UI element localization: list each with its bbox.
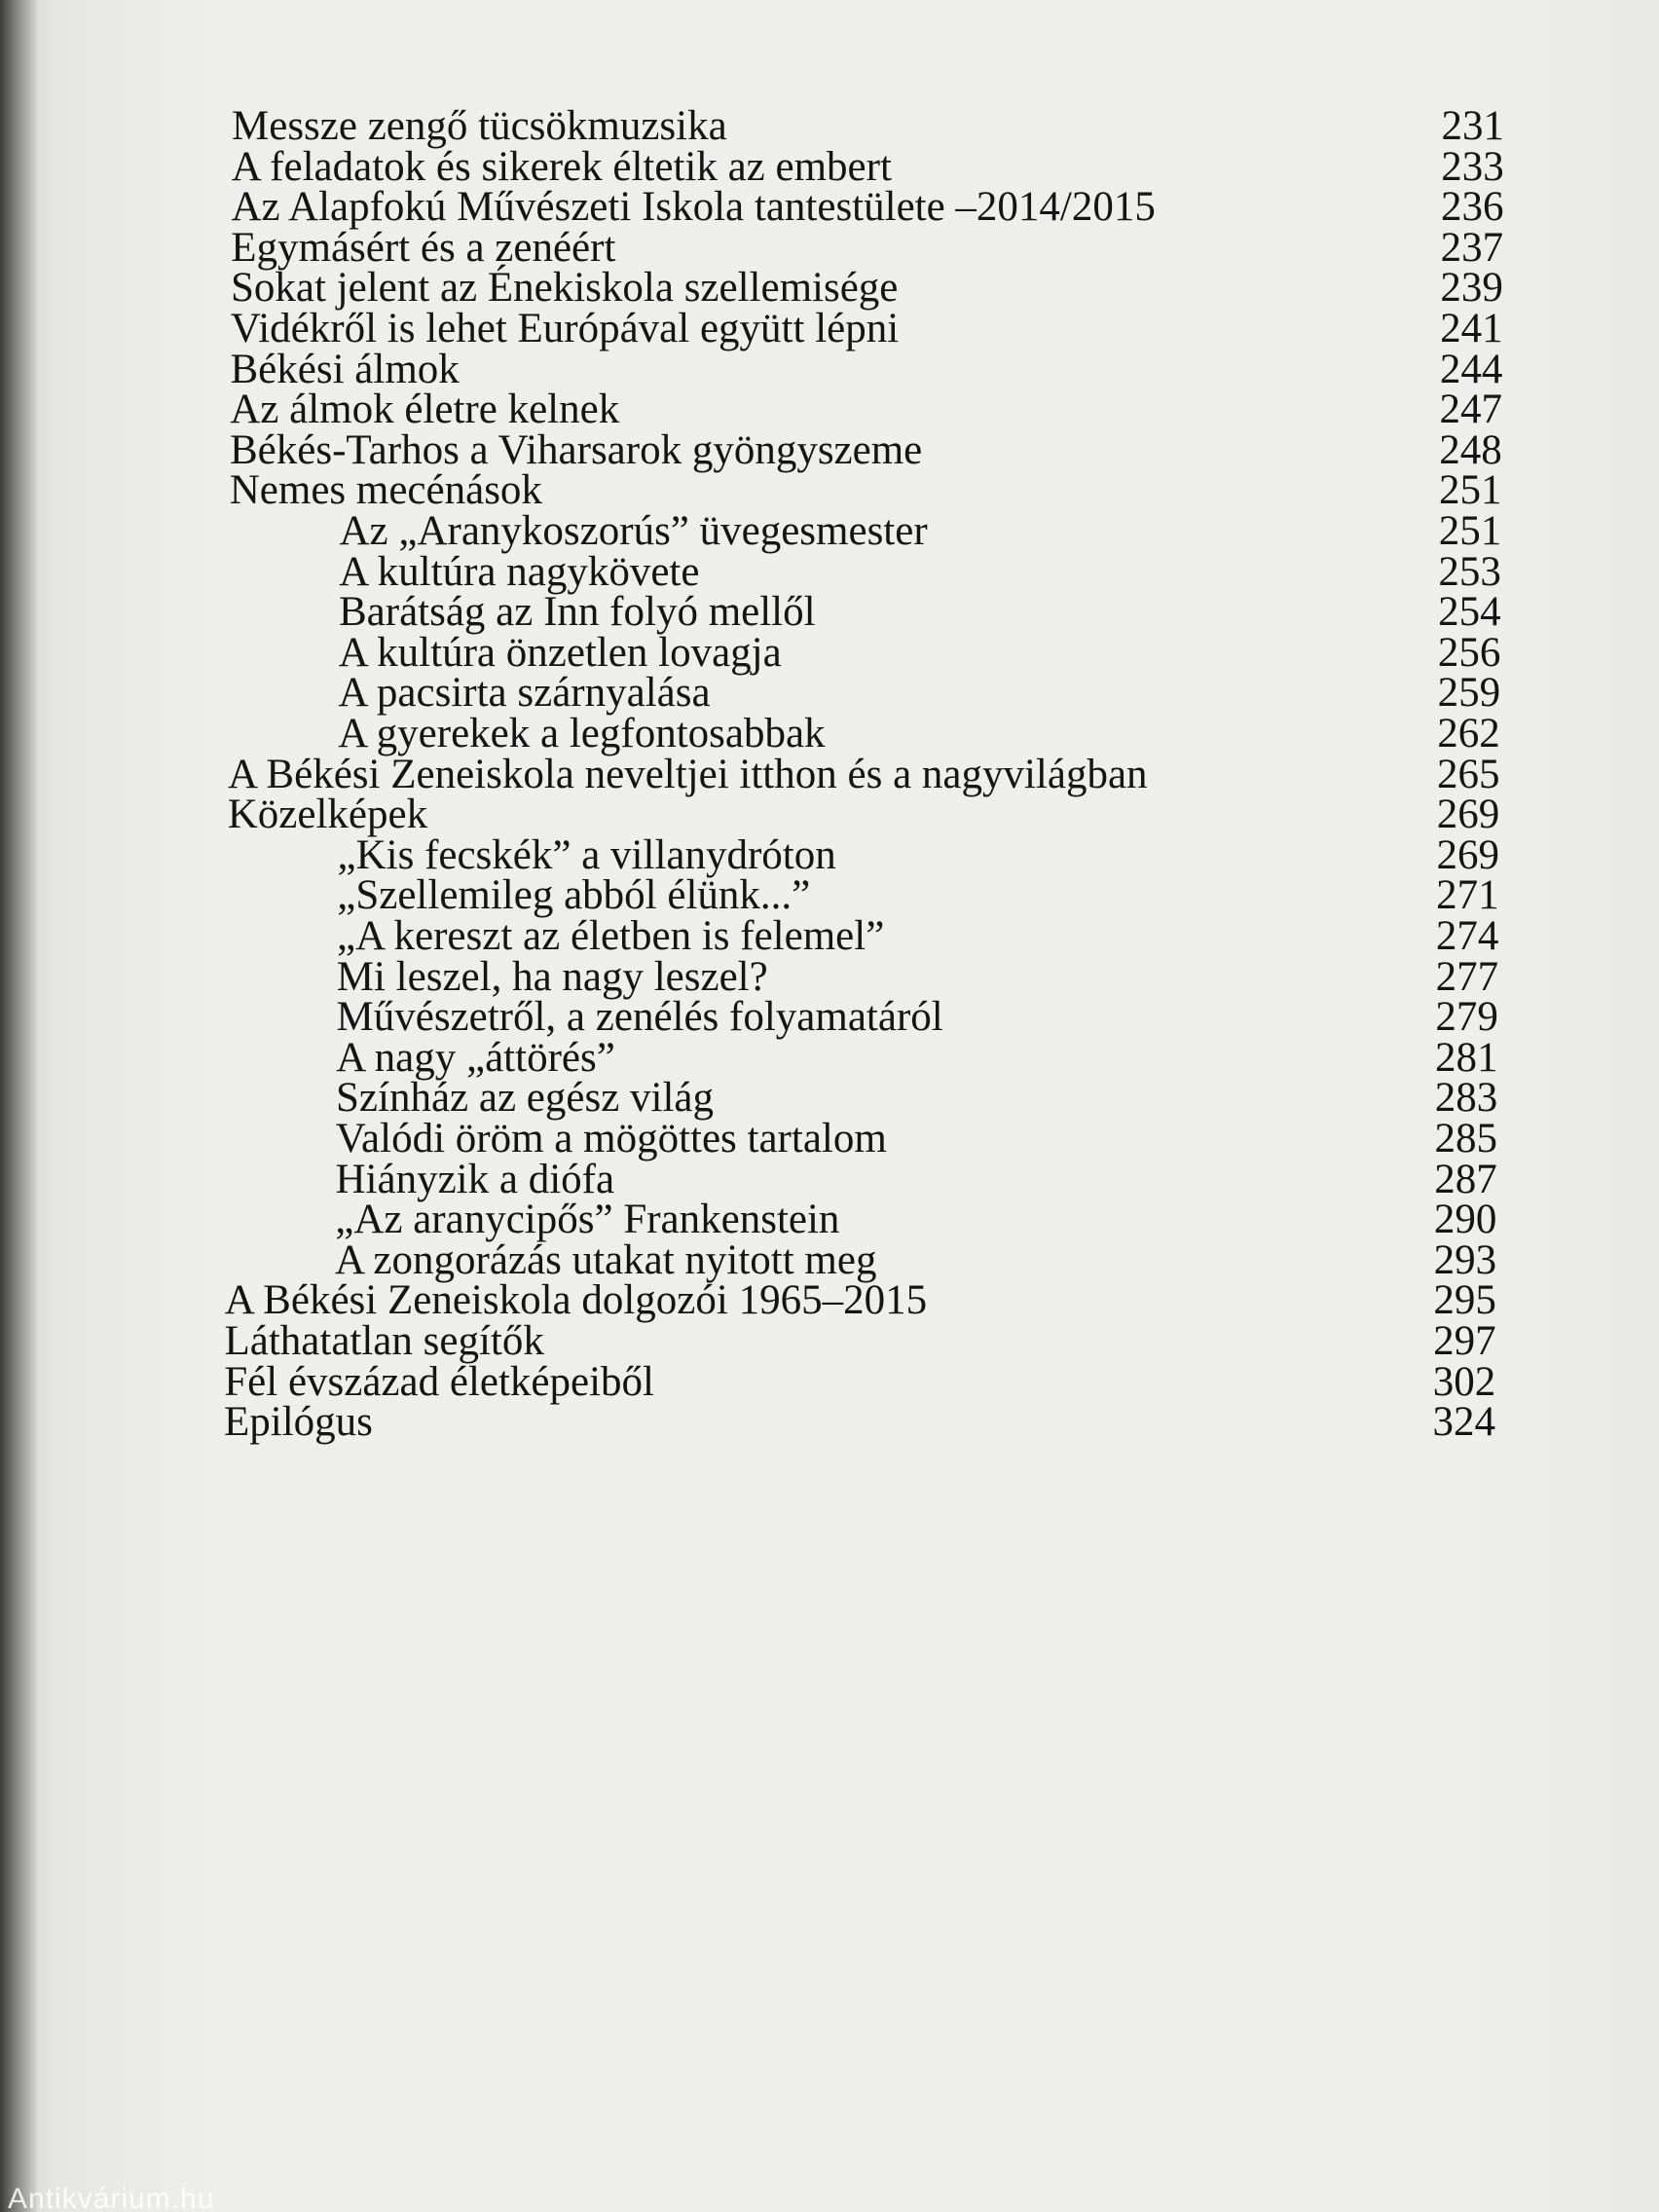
toc-entry-title: A Békési Zeneiskola neveltjei itthon és a nagyvilágban [228, 751, 1148, 797]
toc-entry-title: Az álmok életre kelnek [230, 387, 620, 433]
toc-entry-page-number: 293 [1433, 1236, 1497, 1283]
toc-entry-page-number: 302 [1432, 1358, 1496, 1405]
toc-entry-title: A kultúra önzetlen lovagja [338, 629, 782, 676]
toc-entry-page-number: 277 [1435, 953, 1499, 1000]
toc-entry-title: Láthatatlan segítők [224, 1318, 544, 1364]
toc-entry-page-number: 251 [1438, 508, 1502, 554]
toc-entry-title: A Békési Zeneiskola dolgozói 1965–2015 [224, 1277, 928, 1324]
toc-entry-title: „Az aranycipős” Frankenstein [335, 1197, 840, 1243]
toc-entry-page-number: 271 [1436, 872, 1499, 919]
toc-entry-page-number: 253 [1438, 548, 1501, 595]
toc-entry-title: Messze zengő tücsökmuzsika [232, 103, 727, 149]
toc-entry-page-number: 269 [1436, 792, 1500, 838]
toc-entry-page-number: 233 [1441, 143, 1504, 190]
toc-entry-title: Közelképek [227, 792, 428, 838]
toc-entry-title: Hiányzik a diófa [335, 1156, 615, 1202]
toc-entry-page-number: 279 [1435, 994, 1498, 1041]
toc-entry-page-number: 285 [1434, 1116, 1497, 1161]
toc-entry-page-number: 297 [1433, 1318, 1496, 1364]
toc-entry-title: „Szellemileg abból élünk...” [337, 872, 811, 919]
toc-entry-title: Művészetről, a zenélés folyamatáról [336, 994, 943, 1041]
toc-entry-page-number: 231 [1441, 103, 1504, 149]
watermark: Antikvárium.hu [8, 2187, 215, 2212]
toc-entry-title: Barátság az Inn folyó mellől [339, 589, 816, 636]
toc-entry-page-number: 283 [1434, 1075, 1498, 1122]
toc-entry-page-number: 241 [1440, 306, 1503, 351]
toc-entry-page-number: 251 [1438, 467, 1502, 514]
toc-entry-title: Nemes mecénások [229, 467, 542, 514]
toc-entry-page-number: 265 [1437, 751, 1500, 797]
toc-entry-page-number: 262 [1437, 711, 1500, 756]
toc-entry-page-number: 239 [1440, 265, 1503, 312]
toc-entry-title: „A kereszt az életben is felemel” [337, 913, 885, 959]
toc-entry-page-number: 259 [1437, 670, 1501, 717]
toc-entry-page-number: 247 [1439, 387, 1503, 433]
toc-entry-page-number: 324 [1432, 1399, 1495, 1446]
toc-entry-title: Vidékről is lehet Európával együtt lépni [230, 306, 900, 351]
toc-entry-title: Egymásért és a zenéért [231, 224, 616, 271]
toc-entry-page-number: 281 [1435, 1034, 1498, 1081]
toc-entry-title: Sokat jelent az Énekiskola szellemisége [231, 265, 899, 312]
toc-entry-title: A nagy „áttörés” [336, 1034, 615, 1081]
toc-entry-page-number: 274 [1435, 913, 1499, 959]
toc-entry-page-number: 248 [1439, 426, 1502, 473]
toc-entry-title: A gyerekek a legfontosabbak [338, 711, 826, 756]
toc-entry-page-number: 269 [1436, 831, 1499, 878]
toc-entry-title: A kultúra nagykövete [339, 548, 700, 595]
toc-entry-title: Békési álmok [230, 346, 460, 392]
toc-entry-title: Valódi öröm a mögöttes tartalom [335, 1116, 887, 1161]
toc-entry-title: Színház az egész világ [336, 1075, 715, 1122]
toc-entry-title: „Kis fecskék” a villanydróton [337, 831, 836, 878]
toc-entry-page-number: 287 [1434, 1156, 1497, 1202]
toc-entry-title: Az Alapfokú Művészeti Iskola tantestülete –2014/2015 [231, 184, 1156, 231]
toc-entry-title: Fél évszázad életképeiből [224, 1358, 654, 1405]
toc-entry-title: A feladatok és sikerek éltetik az embert [231, 143, 892, 190]
toc-entry-title: Epilógus [224, 1399, 373, 1446]
toc-entry [224, 1395, 1495, 1450]
toc-entry-page-number: 254 [1438, 589, 1501, 636]
toc-entry-page-number: 295 [1433, 1277, 1496, 1324]
toc-entry-title: A pacsirta szárnyalása [338, 670, 711, 717]
toc-entry-page-number: 237 [1440, 224, 1504, 271]
toc-entry-page-number: 236 [1440, 184, 1504, 231]
toc-entry-title: A zongorázás utakat nyitott meg [335, 1236, 877, 1283]
toc-entry-title: Az „Aranykoszorús” üvegesmester [339, 508, 928, 554]
toc-entry-title: Mi leszel, ha nagy leszel? [336, 953, 768, 1000]
toc-entry-title: Békés-Tarhos a Viharsarok gyöngyszeme [230, 426, 923, 473]
toc-entry-page-number: 290 [1433, 1197, 1497, 1243]
toc-entry-page-number: 256 [1437, 629, 1501, 676]
toc-entry-page-number: 244 [1439, 346, 1503, 392]
